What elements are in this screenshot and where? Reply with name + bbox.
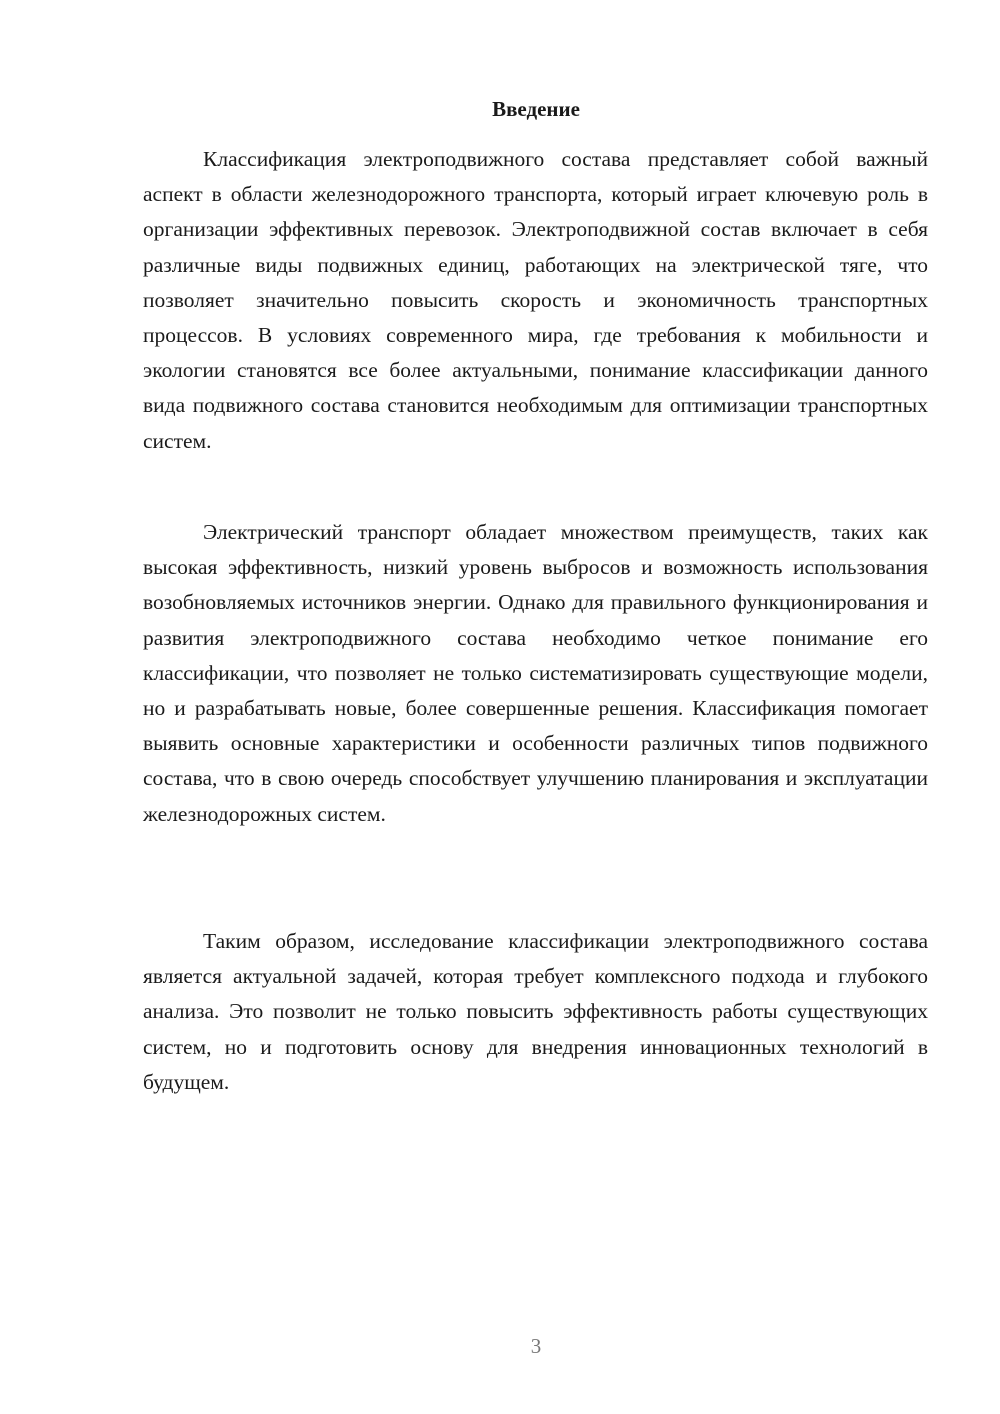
paragraph-1: Классификация электроподвижного состава представляет собой важный аспект в области железнодорожного транспорта, который играет ключевую роль в организации эффективных перевозок. Электроподвижной состав включает в себя различные виды подвижных единиц, работающих на электрической тяге, что позволяет значительно повысить скорость и экономичность транспортных процессов. В условиях современного мира, где требования к мобильности и экологии становятся все более актуальными, понимание классификации данного вида подвижного состава становится необходимым для оптимизации транспортных систем. [143, 147, 928, 453]
paragraph-2: Электрический транспорт обладает множеством преимуществ, таких как высокая эффективность, низкий уровень выбросов и возможность использования возобновляемых источников энергии. Однако для правильного функционирования и развития электроподвижного состава необходимо четкое понимание его классификации, что позволяет не только систематизировать существующие модели, но и разрабатывать новые, более совершенные решения. Классификация помогает выявить основные характеристики и особенности различных типов подвижного состава, что в свою очередь способствует улучшению планирования и эксплуатации железнодорожных систем. [143, 520, 928, 826]
paragraph-3: Таким образом, исследование классификации электроподвижного состава является актуальной задачей, которая требует комплексного подхода и глубокого анализа. Это позволит не только повысить эффективность работы существующих систем, но и подготовить основу для внедрения инновационных технологий в будущем. [143, 929, 928, 1094]
page-number: 3 [530, 1334, 542, 1358]
section-title: Введение [492, 97, 580, 121]
